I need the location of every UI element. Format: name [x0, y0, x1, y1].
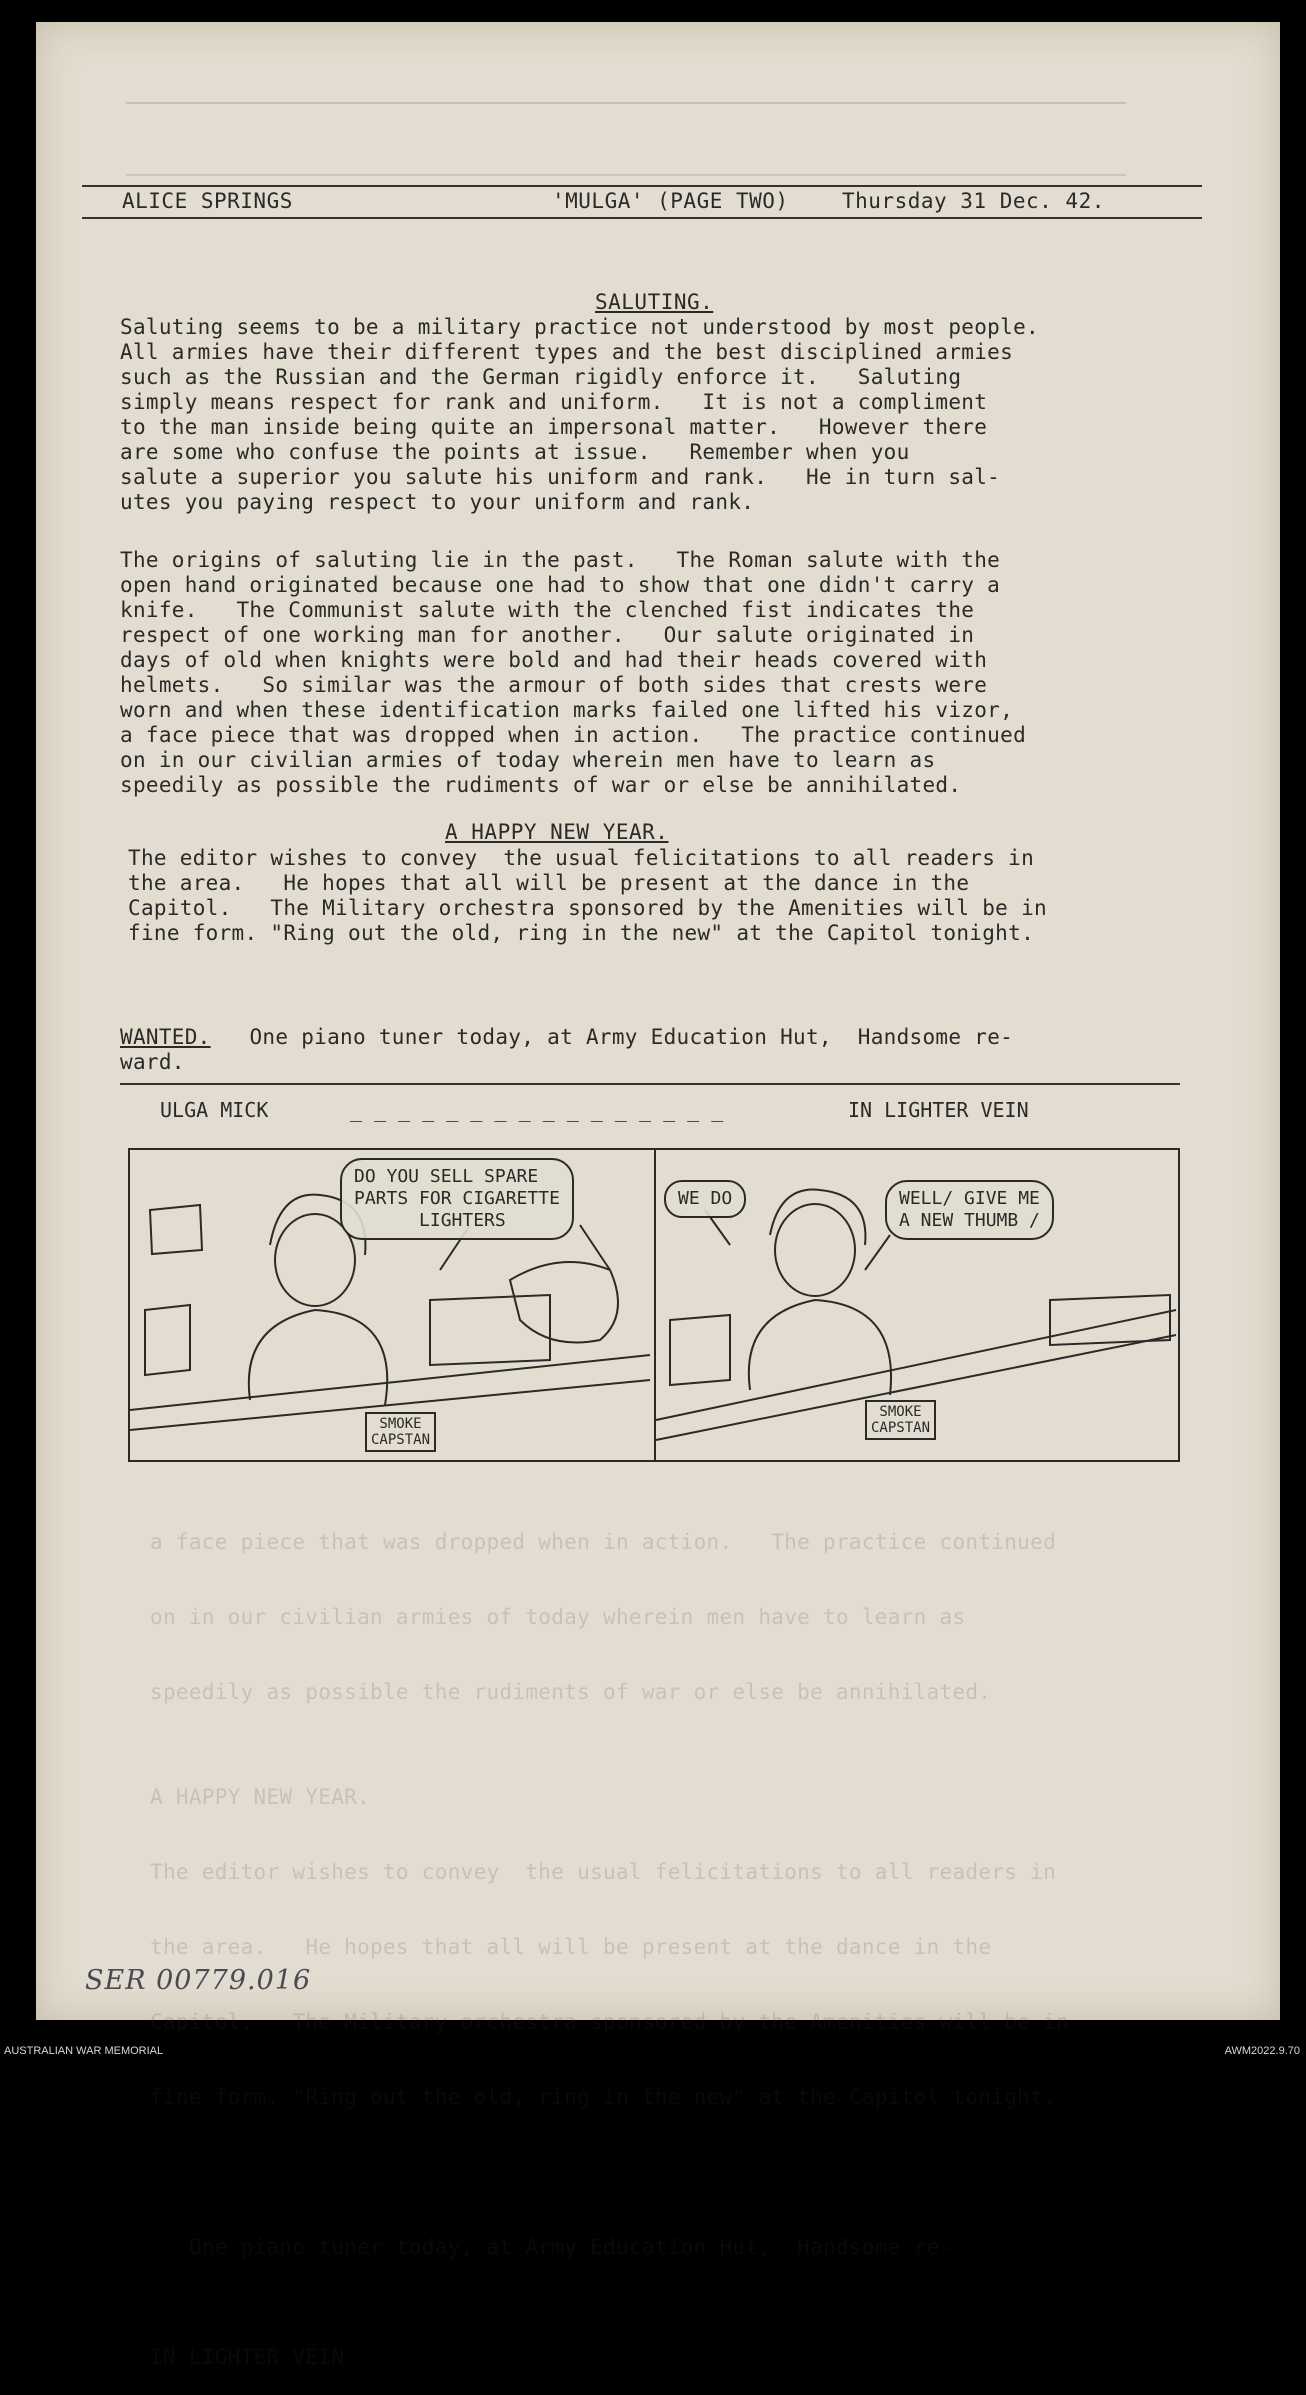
paragraph-line: a face piece that was dropped when in action. The practice continued	[120, 723, 1027, 747]
origins-paragraph	[120, 548, 1210, 798]
speech-bubble-reply: WE DO	[664, 1180, 746, 1218]
cartoon-title-right: IN LIGHTER VEIN	[848, 1098, 1029, 1122]
woman-torso-panel2	[749, 1300, 891, 1395]
wanted-text: One piano tuner today, at Army Education Hut, Handsome re-	[210, 1025, 1014, 1049]
paragraph-line: days of old when knights were bold and had their heads covered with	[120, 648, 988, 672]
paragraph-line: open hand originated because one had to show that one didn't carry a	[120, 573, 1001, 597]
paragraph-line: such as the Russian and the German rigidly enforce it. Saluting	[120, 365, 962, 389]
cartoon-title-bar	[120, 1098, 1180, 1128]
shelf-panel2	[1050, 1295, 1170, 1345]
wanted-label: WANTED.	[120, 1025, 211, 1049]
panel-divider	[654, 1150, 656, 1460]
paragraph-line: speedily as possible the rudiments of war or else be annihilated.	[120, 773, 962, 797]
show-through-line: the area. He hopes that all will be present at the dance in the	[150, 1935, 992, 1959]
footer-catalogue-id: AWM2022.9.70	[1224, 2045, 1300, 2057]
paragraph-line: fine form. "Ring out the old, ring in the new" at the Capitol tonight.	[128, 921, 1035, 945]
saluting-heading: SALUTING.	[595, 290, 714, 314]
wanted-notice	[120, 1025, 1210, 1075]
paragraph-line: Capitol. The Military orchestra sponsored by the Amenities will be in	[128, 896, 1047, 920]
register-panel2	[670, 1315, 730, 1385]
capstan-sign-panel1: SMOKE CAPSTAN	[365, 1412, 436, 1452]
paragraph-line: are some who confuse the points at issue. Remember when you	[120, 440, 910, 464]
paragraph-line: knife. The Communist salute with the clenched fist indicates the	[120, 598, 975, 622]
header-date: Thursday 31 Dec. 42.	[842, 189, 1105, 213]
capstan-sign-panel2: SMOKE CAPSTAN	[865, 1400, 936, 1440]
paragraph-line: salute a superior you salute his uniform and rank. He in turn sal-	[120, 465, 1001, 489]
show-through-line: speedily as possible the rudiments of war or else be annihilated.	[150, 1680, 992, 1704]
man-head-panel1	[510, 1262, 618, 1343]
torn-header-strip	[126, 102, 1126, 176]
wanted-line	[120, 1025, 1210, 1050]
show-through-line: The editor wishes to convey the usual felicitations to all readers in	[150, 1860, 1057, 1884]
speech-bubble-panel1: DO YOU SELL SPARE PARTS FOR CIGARETTE LIGHTERS	[340, 1158, 574, 1240]
saluting-paragraph	[120, 315, 1210, 515]
show-through-line: a face piece that was dropped when in action. The practice continued	[150, 1530, 1057, 1554]
speech-bubble-panel2: WELL/ GIVE ME A NEW THUMB /	[885, 1180, 1054, 1240]
counter-panel1	[130, 1355, 650, 1410]
show-through-line: A HAPPY NEW YEAR.	[150, 1785, 371, 1809]
section-divider	[120, 1083, 1180, 1085]
paragraph-line: The origins of saluting lie in the past. The Roman salute with the	[120, 548, 1001, 572]
paragraph-line: Saluting seems to be a military practice not understood by most people.	[120, 315, 1039, 339]
show-through-line: on in our civilian armies of today wherein men have to learn as	[150, 1605, 966, 1629]
wanted-text-continued: ward.	[120, 1050, 185, 1074]
new-year-heading: A HAPPY NEW YEAR.	[445, 820, 669, 844]
paragraph-line: helmets. So similar was the armour of both sides that crests were	[120, 673, 988, 697]
comic-strip	[128, 1148, 1180, 1462]
paragraph-line: worn and when these identification marks failed one lifted his vizor,	[120, 698, 1014, 722]
bubble-tail-4	[865, 1235, 890, 1270]
paragraph-line: respect of one working man for another. Our salute originated in	[120, 623, 975, 647]
footer-institution: AUSTRALIAN WAR MEMORIAL	[4, 2045, 164, 2057]
paragraph-line: utes you paying respect to your uniform and rank.	[120, 490, 755, 514]
paragraph-line: on in our civilian armies of today wherein men have to learn as	[120, 748, 936, 772]
register-panel1	[145, 1305, 190, 1375]
show-through-line: One piano tuner today, at Army Education Hut, Handsome re-	[150, 2235, 953, 2259]
show-through-line: fine form. "Ring out the old, ring in the new" at the Capitol tonight.	[150, 2085, 1057, 2109]
show-through-text	[150, 1480, 1069, 2395]
show-through-line: Capitol. The Military orchestra sponsored by the Amenities will be in	[150, 2010, 1069, 2034]
handwritten-reference: SER 00779.016	[85, 1965, 312, 1996]
woman-hair-panel2	[770, 1190, 865, 1245]
cartoon-title-dashes: _ _ _ _ _ _ _ _ _ _ _ _ _ _ _ _	[350, 1098, 724, 1122]
cartoon-title-left: ULGA MICK	[160, 1098, 269, 1122]
header-location: ALICE SPRINGS	[122, 189, 293, 213]
paragraph-line: to the man inside being quite an impersonal matter. However there	[120, 415, 988, 439]
show-through-line: IN LIGHTER VEIN	[150, 2345, 345, 2369]
newsletter-header	[82, 185, 1202, 219]
paragraph-line: All armies have their different types and the best disciplined armies	[120, 340, 1014, 364]
paragraph-line: simply means respect for rank and uniform. It is not a compliment	[120, 390, 988, 414]
paragraph-line: The editor wishes to convey the usual felicitations to all readers in	[128, 846, 1035, 870]
header-title: 'MULGA' (PAGE TWO)	[552, 189, 789, 213]
new-year-paragraph	[128, 846, 1218, 946]
woman-head-panel2	[775, 1204, 855, 1296]
paragraph-line: the area. He hopes that all will be present at the dance in the	[128, 871, 970, 895]
calendar-panel1	[150, 1205, 202, 1254]
